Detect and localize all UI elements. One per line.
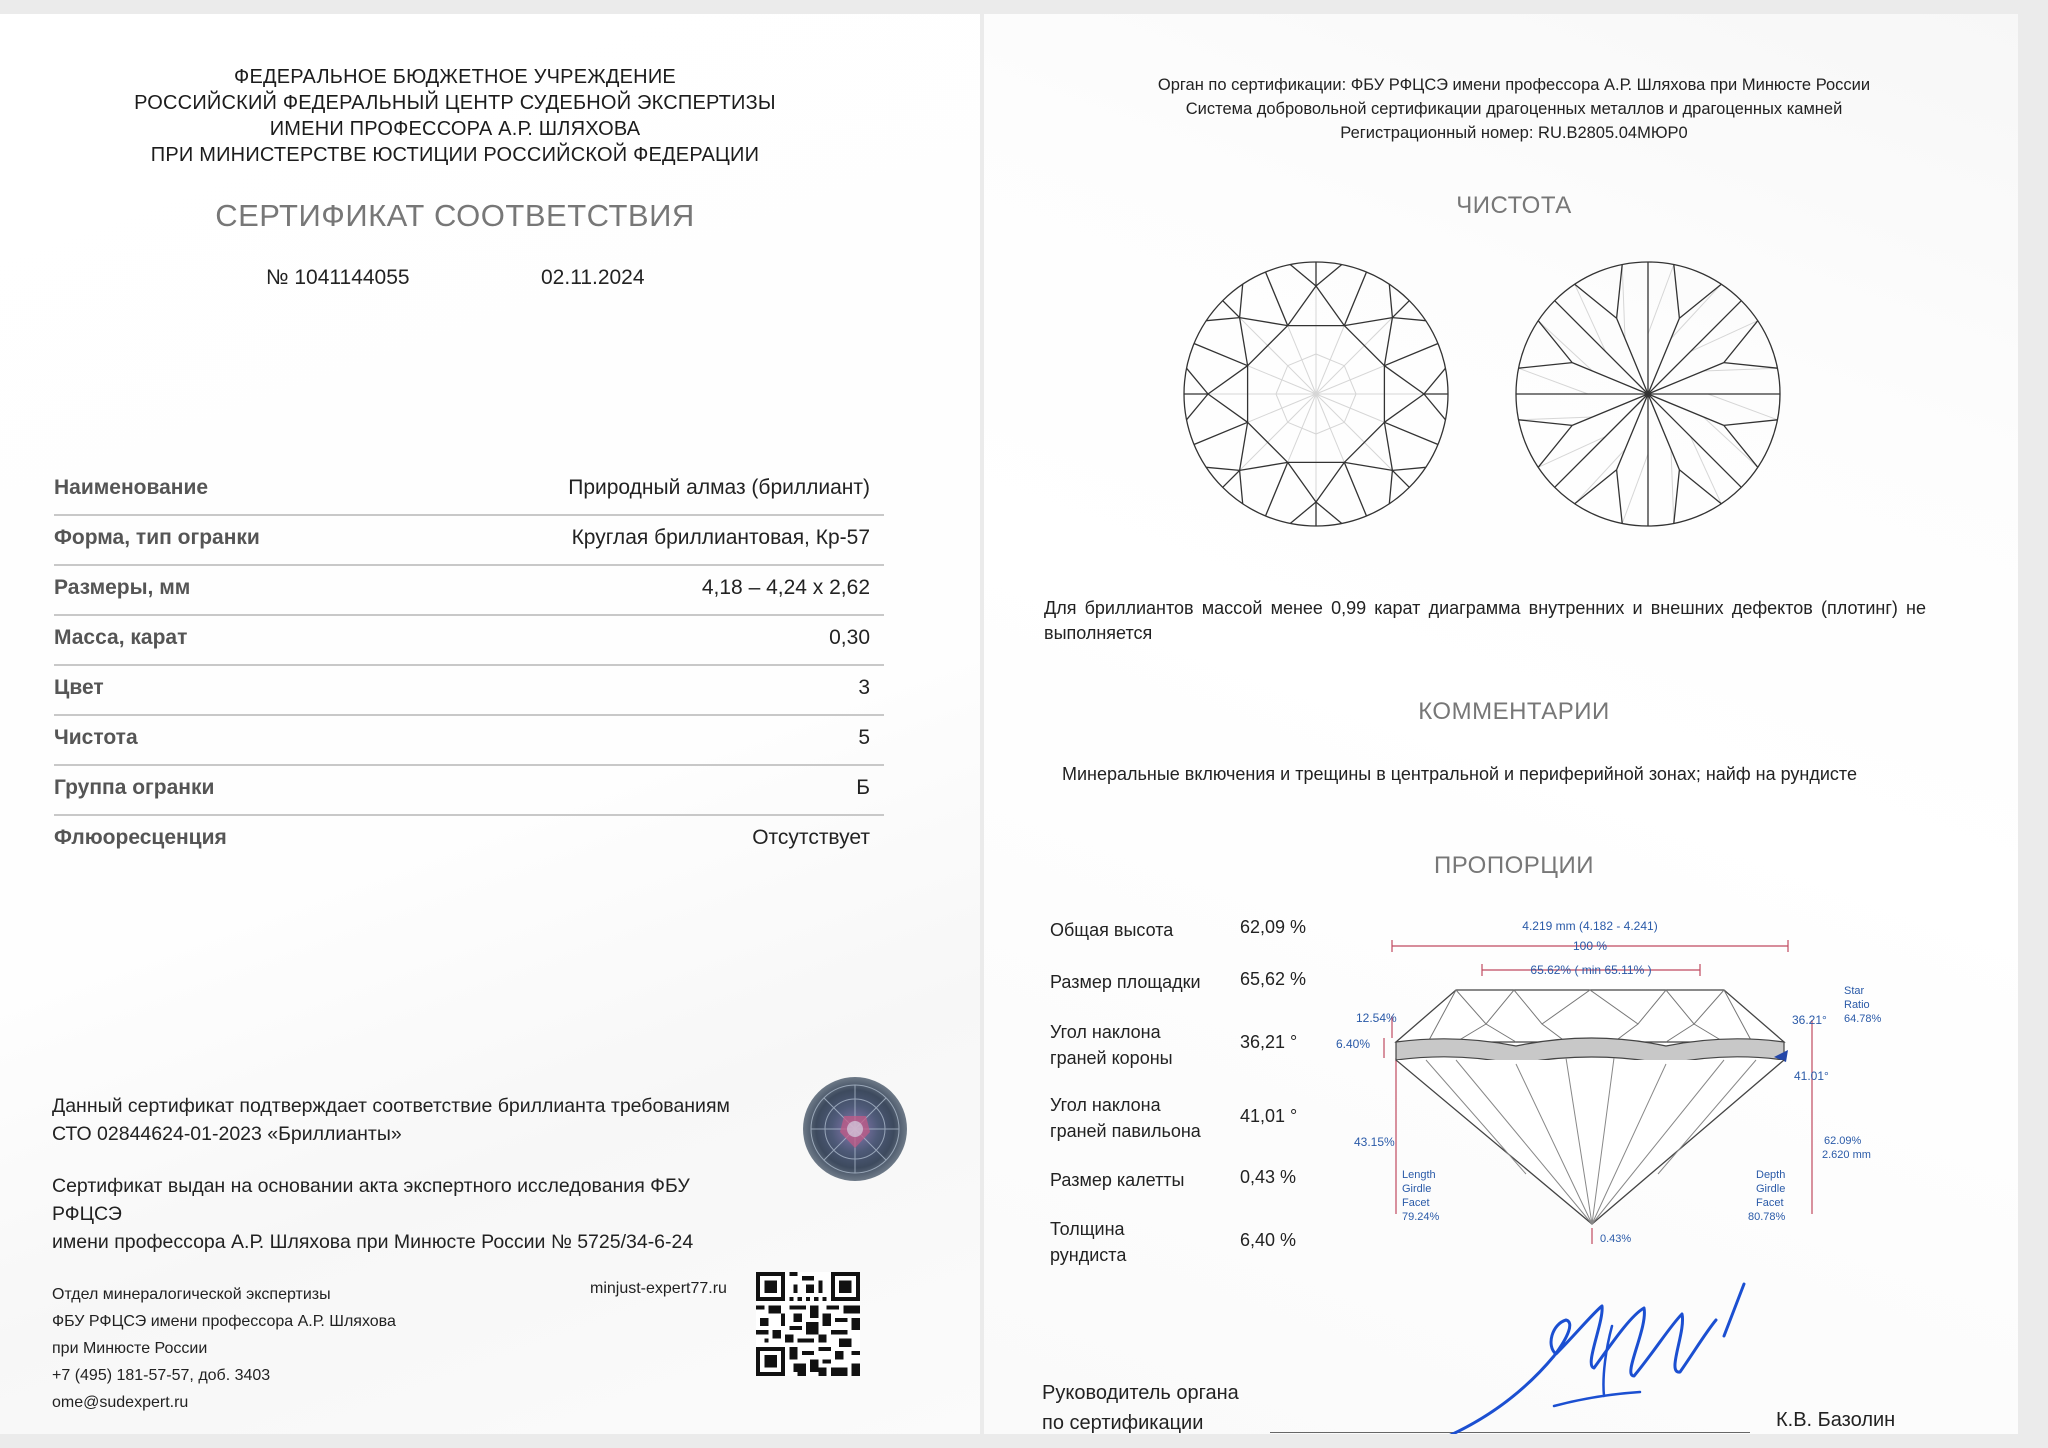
org-name-line-3: ИМЕНИ ПРОФЕССОРА А.Р. ШЛЯХОВА xyxy=(269,118,641,140)
contact-ministry: при Минюсте России xyxy=(52,1340,208,1357)
pavilion-depth-label: 43.15% xyxy=(1354,1135,1395,1149)
conformity-statement xyxy=(52,1092,752,1148)
crown-height-label: 12.54% xyxy=(1356,1011,1397,1025)
certificate-date: 02.11.2024 xyxy=(541,266,645,289)
contact-email: ome@sudexpert.ru xyxy=(52,1394,189,1411)
handwritten-signature xyxy=(1434,1276,1774,1434)
property-value: 5 xyxy=(858,726,870,749)
proportions-profile-diagram xyxy=(1336,912,1906,1252)
lgf-value: 79.24% xyxy=(1402,1211,1440,1223)
lgf-label-3: Facet xyxy=(1402,1197,1430,1209)
proportion-label: Общая высота xyxy=(1050,920,1174,940)
certificate-front-page xyxy=(0,14,980,1434)
pavilion-view-diagram xyxy=(1512,258,1784,530)
proportion-label: Угол наклона граней короны xyxy=(1050,1022,1173,1068)
plotting-note: Для бриллиантов массой менее 0,99 карат диаграмма внутренних и внешних дефектов (плотинг) не выполняется xyxy=(1044,598,1926,643)
proportion-label: Размер площадки xyxy=(1050,972,1201,992)
property-value: Природный алмаз (бриллиант) xyxy=(568,476,870,499)
property-value: Б xyxy=(856,776,870,799)
signer-role xyxy=(1042,1378,1239,1434)
property-row-fluorescence xyxy=(54,814,884,864)
property-value: 3 xyxy=(858,676,870,699)
website-link[interactable]: minjust-expert77.ru xyxy=(590,1280,727,1297)
crown-view-diagram xyxy=(1180,258,1452,530)
contact-organization: ФБУ РФЦСЭ имени профессора А.Р. Шляхова xyxy=(52,1313,396,1330)
lgf-label-1: Length xyxy=(1402,1169,1436,1181)
signer-name: К.В. Базолин xyxy=(1776,1409,1896,1431)
property-value: 4,18 – 4,24 х 2,62 xyxy=(701,576,870,599)
property-label: Флюоресценция xyxy=(54,826,227,849)
issuance-statement xyxy=(52,1172,752,1256)
dgf-label-3: Facet xyxy=(1756,1197,1784,1209)
property-row-color xyxy=(54,664,884,716)
property-row-shape xyxy=(54,514,884,566)
qr-code-icon xyxy=(756,1272,860,1376)
property-label: Цвет xyxy=(54,676,104,699)
property-row-mass xyxy=(54,614,884,666)
dgf-label-2: Girdle xyxy=(1756,1183,1786,1195)
proportion-value: 0,43 % xyxy=(1240,1167,1297,1187)
property-row-name xyxy=(54,464,884,516)
proportion-label: Размер калетты xyxy=(1050,1170,1185,1190)
lgf-label-2: Girdle xyxy=(1402,1183,1432,1195)
property-value: 0,30 xyxy=(829,626,870,649)
contact-block xyxy=(52,1281,396,1416)
star-ratio-value: 64.78% xyxy=(1844,1013,1882,1025)
proportion-value: 62,09 % xyxy=(1240,917,1307,937)
property-label: Форма, тип огранки xyxy=(54,526,260,549)
crown-angle-label: 36.21° xyxy=(1792,1013,1827,1027)
comments-section-title: КОММЕНТАРИИ xyxy=(1418,698,1610,725)
signer-role-line-2: по сертификации xyxy=(1042,1412,1204,1434)
total-depth-percent: 62.09% xyxy=(1824,1135,1862,1147)
comments-text: Минеральные включения и трещины в центральной и периферийной зонах; найф на рундисте xyxy=(1062,764,1857,784)
property-label: Чистота xyxy=(54,726,138,749)
org-name-line-2: РОССИЙСКИЙ ФЕДЕРАЛЬНЫЙ ЦЕНТР СУДЕБНОЙ ЭКСПЕРТИЗЫ xyxy=(134,92,776,114)
property-label: Масса, карат xyxy=(54,626,188,649)
hundred-percent-label: 100 % xyxy=(1572,939,1608,953)
hologram-seal-icon xyxy=(800,1074,910,1184)
contact-phone: +7 (495) 181-57-57, доб. 3403 xyxy=(52,1367,271,1384)
property-row-cut-group xyxy=(54,764,884,816)
pavilion-angle-label: 41.01° xyxy=(1794,1069,1829,1083)
certificate-title: СЕРТИФИКАТ СООТВЕТСТВИЯ xyxy=(215,198,695,233)
property-value: Круглая бриллиантовая, Кр-57 xyxy=(571,526,870,549)
property-label: Наименование xyxy=(54,476,209,499)
org-name-line-4: ПРИ МИНИСТЕРСТВЕ ЮСТИЦИИ РОССИЙСКОЙ ФЕДЕРАЦИИ xyxy=(150,144,760,166)
issuance-line-2: имени профессора А.Р. Шляхова при Минюсте России № 5725/34-6-24 xyxy=(52,1231,694,1253)
table-percent-label: 65.62% ( min 65.11% ) xyxy=(1530,963,1652,977)
cert-body-line-2: Система добровольной сертификации драгоценных металлов и драгоценных камней xyxy=(1185,100,1843,118)
proportion-value: 65,62 % xyxy=(1240,969,1307,989)
diameter-label: 4.219 mm (4.182 - 4.241) xyxy=(1522,919,1658,933)
dgf-label-1: Depth xyxy=(1756,1169,1786,1181)
star-ratio-label-2: Ratio xyxy=(1844,999,1870,1011)
property-value: Отсутствует xyxy=(752,826,870,849)
property-label: Размеры, мм xyxy=(54,576,191,599)
certificate-number: № 1041144055 xyxy=(266,266,410,289)
total-depth-mm: 2.620 mm xyxy=(1822,1149,1871,1161)
proportion-label: Толщина рундиста xyxy=(1050,1219,1127,1265)
proportion-value: 41,01 ° xyxy=(1240,1106,1298,1126)
conformity-line-1: Данный сертификат подтверждает соответствие бриллианта требованиям xyxy=(52,1095,730,1117)
dgf-value: 80.78% xyxy=(1748,1211,1786,1223)
property-row-dimensions xyxy=(54,564,884,616)
proportions-section-title: ПРОПОРЦИИ xyxy=(1433,852,1595,879)
star-ratio-label-1: Star xyxy=(1844,985,1865,997)
certificate-back-page xyxy=(984,14,2018,1434)
registration-number: Регистрационный номер: RU.B2805.04МЮР0 xyxy=(1340,124,1688,142)
proportion-value: 6,40 % xyxy=(1240,1230,1297,1250)
conformity-line-2: СТО 02844624-01-2023 «Бриллианты» xyxy=(52,1123,402,1145)
property-row-clarity xyxy=(54,714,884,766)
org-name-line-1: ФЕДЕРАЛЬНОЕ БЮДЖЕТНОЕ УЧРЕЖДЕНИЕ xyxy=(234,66,676,88)
proportion-value: 36,21 ° xyxy=(1240,1032,1298,1052)
proportion-label: Угол наклона граней павильона xyxy=(1050,1095,1201,1141)
culet-label: 0.43% xyxy=(1600,1233,1632,1245)
clarity-section-title: ЧИСТОТА xyxy=(1456,192,1572,219)
girdle-thickness-label: 6.40% xyxy=(1336,1037,1371,1051)
cert-body-line-1: Орган по сертификации: ФБУ РФЦСЭ имени профессора А.Р. Шляхова при Минюсте России xyxy=(1157,76,1871,94)
signer-role-line-1: Руководитель органа xyxy=(1042,1382,1239,1404)
contact-department: Отдел минералогической экспертизы xyxy=(52,1286,331,1303)
issuance-line-1: Сертификат выдан на основании акта экспертного исследования ФБУ РФЦСЭ xyxy=(52,1175,690,1225)
property-label: Группа огранки xyxy=(54,776,215,799)
